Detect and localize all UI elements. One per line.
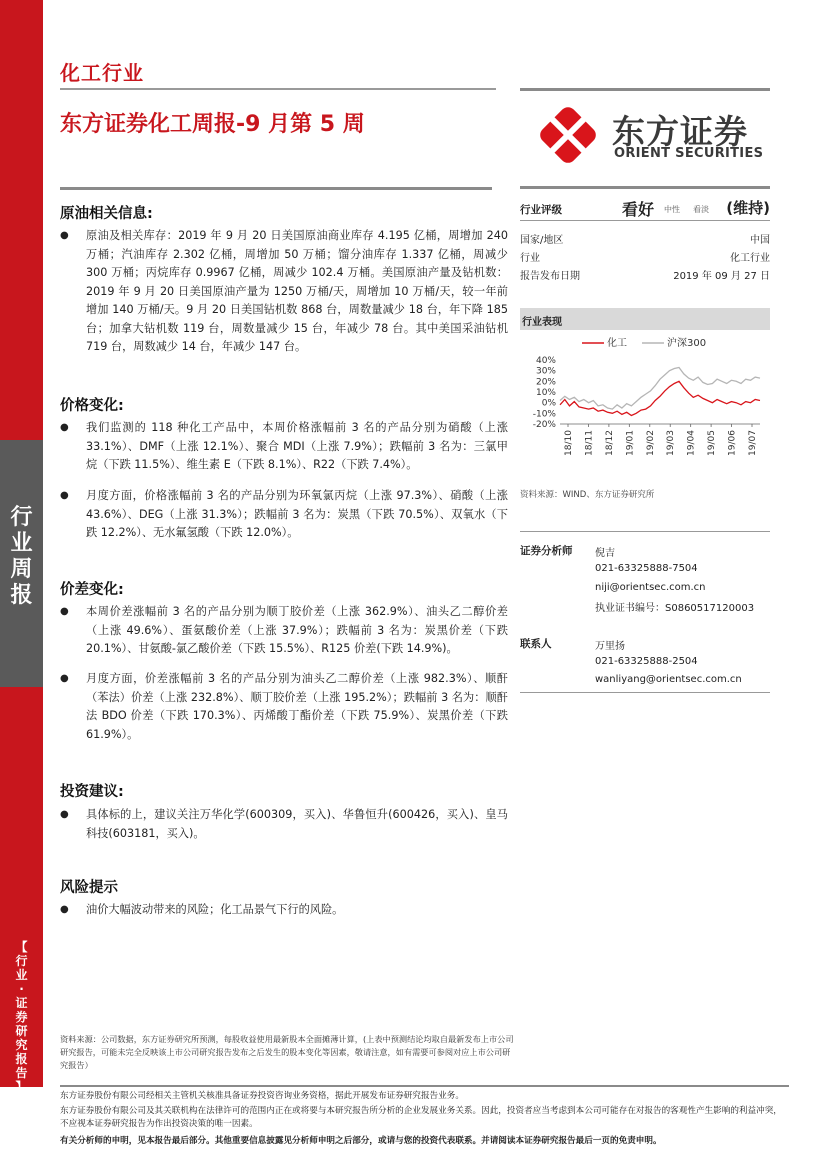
x-tick-label: 19/04 — [686, 430, 697, 456]
section-heading-oil: 原油相关信息: — [60, 206, 153, 222]
divider — [60, 88, 496, 90]
y-tick-label: 20% — [535, 377, 556, 388]
y-tick-label: 10% — [535, 388, 556, 398]
x-tick-label: 19/05 — [707, 430, 718, 456]
rating-negative: 看淡 — [693, 205, 709, 214]
bullet-icon: ● — [60, 606, 69, 617]
bullet-icon: ● — [60, 809, 69, 820]
sidebar-red-top — [0, 0, 43, 440]
section-heading-invest: 投资建议: — [60, 784, 124, 800]
rating-label: 行业评级 — [520, 204, 562, 216]
list-item: ● 具体标的上，建议关注万华化学(600309，买入)、华鲁恒升(600426，买入)、皇马科技(603181，买入)。 — [60, 808, 508, 840]
x-tick-label: 18/11 — [584, 430, 595, 456]
analyst-name: 倪吉 — [595, 548, 615, 559]
x-tick-label: 19/02 — [645, 430, 656, 456]
list-item: ● 油价大幅波动带来的风险；化工品景气下行的风险。 — [60, 901, 508, 920]
page-title: 东方证券化工周报-9 月第 5 周 — [60, 112, 365, 137]
divider — [520, 88, 770, 91]
section-heading-spread: 价差变化: — [60, 582, 124, 598]
sidebar-label-weekly: 行 业 周 报 — [10, 505, 33, 608]
x-tick-label: 19/06 — [727, 430, 738, 456]
bullet-icon: ● — [60, 490, 69, 501]
performance-header: 行业表现 — [520, 308, 770, 330]
y-tick-label: 0% — [541, 398, 556, 409]
disclaimer-line: 东方证券股份有限公司经相关主管机关核准具备证券投资咨询业务资格，据此开展发布证券研究报告业务。 — [60, 1091, 464, 1101]
logo-text-cn: 东方证券 — [612, 112, 748, 151]
legend-label: 沪深300 — [667, 338, 707, 349]
sidebar-label-report-type: 【 行 业 · 证 券 研 究 报 告 】 — [15, 940, 28, 1094]
series-line — [560, 381, 760, 415]
y-tick-label: 40% — [535, 356, 556, 366]
analyst-phone: 021-63325888-7504 — [595, 563, 698, 574]
y-tick-label: -20% — [532, 420, 556, 430]
bullet-icon: ● — [60, 230, 69, 241]
divider — [520, 692, 770, 693]
contact-role: 联系人 — [520, 638, 552, 650]
x-tick-label: 18/12 — [604, 430, 615, 456]
divider — [60, 1085, 789, 1087]
x-tick-label: 18/10 — [564, 430, 574, 456]
divider — [520, 531, 770, 532]
x-tick-label: 19/03 — [666, 430, 677, 456]
bullet-icon: ● — [60, 673, 69, 684]
industry-label: 化工行业 — [60, 61, 144, 85]
x-tick-label: 19/07 — [748, 430, 758, 456]
orient-logo-icon — [536, 103, 600, 167]
industry-performance-chart — [520, 332, 770, 482]
list-item: ● 我们监测的 118 种化工产品中，本周价格涨幅前 3 名的产品分别为硝酸（上涨 33.1%）、DMF（上涨 12.1%）、聚合 MDI（上涨 7.9%）；跌幅前 3 名为：三氯甲烷（下跌 11.5%）、维生素 E（下跌 8.1%）、R22（下跌 7.4%）。 — [60, 421, 508, 471]
legend-label: 化工 — [607, 338, 627, 349]
analyst-cert: 执业证书编号：S0860517120003 — [595, 603, 755, 614]
chart-source: 资料来源：WIND、东方证券研究所 — [520, 490, 655, 500]
rating-maintain: (维持) — [726, 199, 770, 217]
bullet-icon: ● — [60, 904, 69, 915]
rating-neutral: 中性 — [664, 205, 680, 214]
rating-main: 看好 — [622, 200, 655, 219]
bullet-icon: ● — [60, 422, 69, 433]
divider — [60, 187, 492, 190]
list-item: ● 月度方面，价差涨幅前 3 名的产品分别为油头乙二醇价差（上涨 982.3%）、顺酐（苯法）价差（上涨 232.8%）、顺丁胶价差（上涨 195.2%）；跌幅前 3 名为：顺酐法 BDO 价差（下跌 170.3%）、丙烯酸丁酯价差（下跌 75.9%）、炭黑价差（下跌 61.9%）。 — [60, 672, 508, 741]
contact-email[interactable]: wanliyang@orientsec.com.cn — [595, 674, 742, 685]
section-heading-price: 价格变化: — [60, 398, 124, 414]
section-heading-risk: 风险提示 — [60, 880, 118, 896]
analyst-role: 证券分析师 — [520, 545, 573, 557]
x-tick-label: 19/01 — [625, 430, 636, 456]
y-tick-label: 30% — [535, 366, 556, 377]
divider — [520, 186, 770, 189]
rating-row — [520, 197, 770, 221]
list-item: ● 原油及相关库存：2019 年 9 月 20 日美国原油商业库存 4.195 亿桶，周增加 240 万桶；汽油库存 2.302 亿桶，周增加 50 万桶；馏分油库存 1.337 亿桶，周减少 300 万桶；丙烷库存 0.9967 亿桶，周减少 102.4 万桶。美国原油产量及钻机数：2019 年 9 月 20 日美国原油产量为 1250 万桶/天，周增加 10 万桶/天，较一年前增加 140 万桶/天。9 月 20 日美国钻机数 868 台，周数量减少 18 台，年下降 185 台；加拿大钻机数 119 台，周数量减少 15 台，年减少 78 台。其中美国采油钻机 719 台，周数减少 14 台，年减少 147 台。 — [60, 229, 508, 353]
disclaimer-line-bold: 有关分析师的申明，见本报告最后部分。其他重要信息披露见分析师申明之后部分，或请与您的投资代表联系。并请阅读本证券研究报告最后一页的免责申明。 — [60, 1136, 662, 1146]
contact-name: 万里扬 — [595, 641, 625, 652]
analyst-email[interactable]: niji@orientsec.com.cn — [595, 582, 706, 593]
disclaimer-line: 东方证券股份有限公司及其关联机构在法律许可的范围内正在或将要与本研究报告所分析的企业发展业务关系。因此，投资者应当考虑到本公司可能存在对报告的客观性产生影响的利益冲突，不应视本证券研究报告为作出投资决策的唯一因素。 — [60, 1106, 782, 1129]
list-item: ● 本周价差涨幅前 3 名的产品分别为顺丁胶价差（上涨 362.9%）、油头乙二醇价差（上涨 49.6%）、蛋氨酸价差（上涨 37.9%）；跌幅前 3 名为：炭黑价差（下跌 20.1%）、甘氨酸-氯乙酸价差（下跌 15.5%）、R125 价差(下跌 14.9%)。 — [60, 605, 508, 655]
list-item: ● 月度方面，价格涨幅前 3 名的产品分别为环氧氯丙烷（上涨 97.3%）、硝酸（上涨 43.6%）、DEG（上涨 31.3%）；跌幅前 3 名为：炭黑（下跌 70.5%）、双氧水（下跌 12.2%）、无水氟氢酸（下跌 12.0%）。 — [60, 489, 508, 539]
data-source-footnote: 资料来源：公司数据，东方证券研究所预测，每股收益使用最新股本全面摊薄计算，(上表中预测结论均取自最新发布上市公司研究报告，可能未完全反映该上市公司研究报告发布之后发生的股本变化等因素，敬请注意，如有需要可参阅对应上市公司研究报告） — [60, 1034, 514, 1070]
y-tick-label: -10% — [532, 409, 556, 420]
logo-text-en: ORIENT SECURITIES — [614, 146, 764, 161]
contact-phone: 021-63325888-2504 — [595, 656, 698, 667]
